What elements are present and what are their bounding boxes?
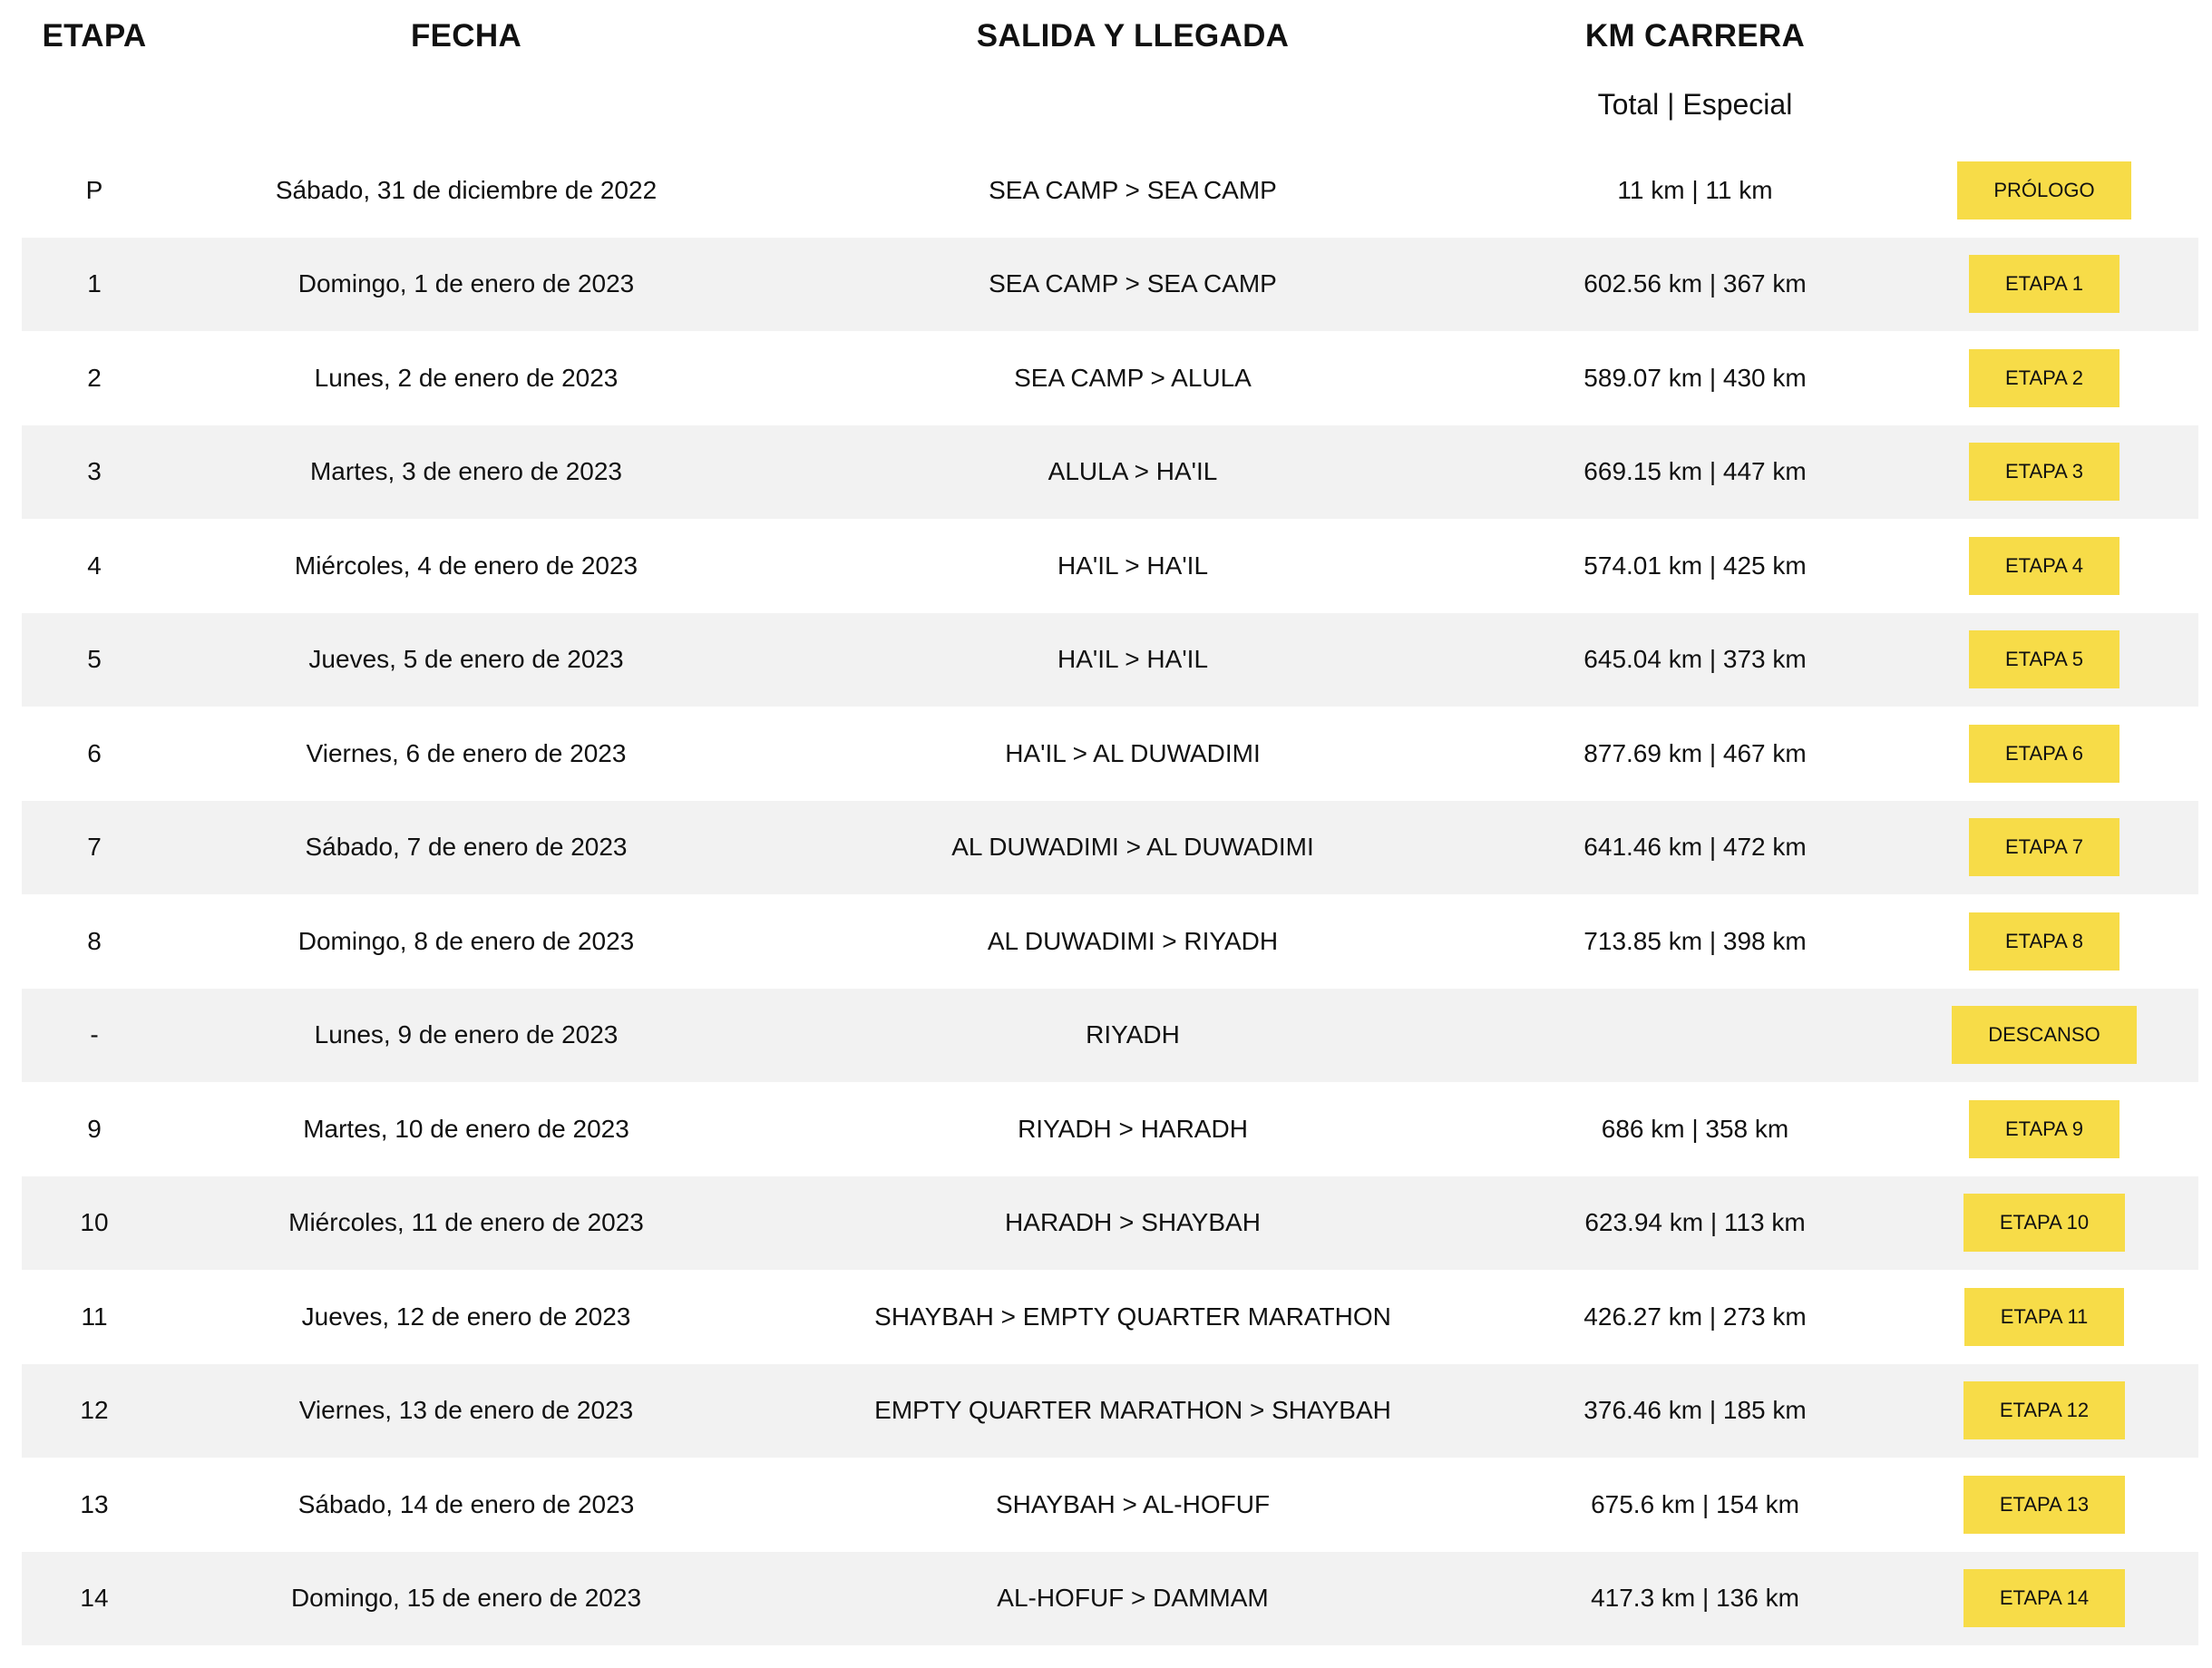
cell-fecha: Domingo, 15 de enero de 2023 [290, 1584, 642, 1613]
table-row [22, 989, 2198, 1083]
stage-button[interactable]: ETAPA 6 [1969, 725, 2119, 783]
table-body [22, 143, 2198, 1645]
table-row [22, 707, 2198, 801]
cell-etapa: - [90, 1020, 99, 1049]
table-row [22, 331, 2198, 425]
cell-salida-llegada: ALULA > HA'IL [1048, 457, 1218, 486]
cell-etapa: 9 [87, 1114, 102, 1143]
cell-etapa: 11 [81, 1302, 108, 1331]
cell-salida-llegada: AL-HOFUF > DAMMAM [997, 1584, 1269, 1613]
cell-fecha: Lunes, 9 de enero de 2023 [314, 1020, 619, 1049]
stage-button[interactable]: DESCANSO [1952, 1006, 2136, 1064]
cell-salida-llegada: AL DUWADIMI > RIYADH [987, 926, 1279, 955]
stage-button[interactable]: ETAPA 9 [1969, 1100, 2119, 1158]
cell-fecha: Viernes, 6 de enero de 2023 [306, 738, 627, 767]
cell-etapa: 2 [87, 363, 102, 392]
stage-button[interactable]: ETAPA 3 [1969, 443, 2119, 501]
stage-button[interactable]: PRÓLOGO [1957, 161, 2130, 219]
cell-etapa: 12 [80, 1396, 109, 1425]
cell-salida-llegada: SHAYBAH > EMPTY QUARTER MARATHON [874, 1302, 1391, 1331]
table-row [22, 801, 2198, 895]
cell-fecha: Jueves, 12 de enero de 2023 [301, 1302, 631, 1331]
stage-button[interactable]: ETAPA 2 [1969, 349, 2119, 407]
cell-fecha: Sábado, 31 de diciembre de 2022 [275, 175, 658, 204]
cell-salida-llegada: SEA CAMP > SEA CAMP [989, 175, 1277, 204]
cell-etapa: 10 [80, 1208, 109, 1237]
cell-etapa: 6 [87, 738, 102, 767]
header-km-carrera: KM CARRERA [1584, 18, 1806, 54]
cell-salida-llegada: HA'IL > HA'IL [1057, 645, 1209, 674]
cell-km: 669.15 km | 447 km [1583, 457, 1807, 486]
stage-button[interactable]: ETAPA 1 [1969, 255, 2119, 313]
cell-etapa: 14 [80, 1584, 109, 1613]
cell-fecha: Martes, 3 de enero de 2023 [309, 457, 622, 486]
stage-button[interactable]: ETAPA 11 [1964, 1288, 2125, 1346]
cell-salida-llegada: EMPTY QUARTER MARATHON > SHAYBAH [874, 1396, 1391, 1425]
table-row [22, 1082, 2198, 1176]
cell-fecha: Jueves, 5 de enero de 2023 [308, 645, 624, 674]
cell-fecha: Martes, 10 de enero de 2023 [303, 1114, 629, 1143]
cell-etapa: 4 [87, 551, 102, 580]
stage-button[interactable]: ETAPA 14 [1964, 1569, 2125, 1627]
cell-etapa: 7 [87, 833, 102, 862]
cell-salida-llegada: RIYADH > HARADH [1018, 1114, 1248, 1143]
cell-salida-llegada: SEA CAMP > SEA CAMP [989, 269, 1277, 298]
cell-km: 589.07 km | 430 km [1583, 363, 1807, 392]
table-row [22, 1552, 2198, 1646]
cell-km: 645.04 km | 373 km [1583, 645, 1807, 674]
header-km-subtitle: Total | Especial [1597, 87, 1793, 121]
cell-km: 713.85 km | 398 km [1583, 926, 1807, 955]
table-row [22, 1458, 2198, 1552]
cell-km: 602.56 km | 367 km [1583, 269, 1807, 298]
cell-fecha: Miércoles, 11 de enero de 2023 [288, 1208, 644, 1237]
table-row [22, 1176, 2198, 1271]
cell-km: 376.46 km | 185 km [1583, 1396, 1807, 1425]
table-subheader [22, 73, 2198, 136]
cell-salida-llegada: HA'IL > AL DUWADIMI [1005, 738, 1261, 767]
header-salida-llegada: SALIDA Y LLEGADA [976, 18, 1290, 54]
table-row [22, 1364, 2198, 1458]
cell-fecha: Domingo, 8 de enero de 2023 [297, 926, 635, 955]
cell-km: 417.3 km | 136 km [1591, 1584, 1799, 1613]
cell-km: 426.27 km | 273 km [1583, 1302, 1807, 1331]
cell-km: 877.69 km | 467 km [1583, 738, 1807, 767]
stage-button[interactable]: ETAPA 7 [1969, 818, 2119, 876]
header-etapa: ETAPA [42, 18, 147, 54]
stage-button[interactable]: ETAPA 4 [1969, 537, 2119, 595]
stage-button[interactable]: ETAPA 13 [1964, 1476, 2125, 1534]
cell-fecha: Domingo, 1 de enero de 2023 [297, 269, 635, 298]
cell-salida-llegada: AL DUWADIMI > AL DUWADIMI [951, 833, 1314, 862]
table-row [22, 1270, 2198, 1364]
cell-km: 686 km | 358 km [1601, 1114, 1789, 1143]
cell-etapa: 3 [87, 457, 102, 486]
cell-km: 574.01 km | 425 km [1583, 551, 1807, 580]
table-row [22, 519, 2198, 613]
cell-km: 675.6 km | 154 km [1591, 1489, 1799, 1518]
cell-fecha: Lunes, 2 de enero de 2023 [314, 363, 619, 392]
table-row [22, 894, 2198, 989]
cell-salida-llegada: SHAYBAH > AL-HOFUF [995, 1489, 1271, 1518]
stage-button[interactable]: ETAPA 5 [1969, 630, 2119, 688]
stage-button[interactable]: ETAPA 12 [1964, 1381, 2125, 1439]
cell-fecha: Viernes, 13 de enero de 2023 [298, 1396, 634, 1425]
cell-km: 623.94 km | 113 km [1584, 1208, 1806, 1237]
table-row [22, 613, 2198, 707]
cell-km: 11 km | 11 km [1617, 175, 1773, 204]
table-row [22, 238, 2198, 332]
cell-etapa: 8 [87, 926, 102, 955]
cell-etapa: P [85, 175, 103, 204]
cell-fecha: Sábado, 14 de enero de 2023 [297, 1489, 635, 1518]
cell-salida-llegada: HA'IL > HA'IL [1057, 551, 1209, 580]
cell-salida-llegada: HARADH > SHAYBAH [1005, 1208, 1261, 1237]
cell-fecha: Miércoles, 4 de enero de 2023 [294, 551, 638, 580]
cell-fecha: Sábado, 7 de enero de 2023 [305, 833, 628, 862]
table-row [22, 143, 2198, 238]
header-fecha: FECHA [410, 18, 522, 54]
cell-etapa: 13 [80, 1489, 109, 1518]
cell-etapa: 5 [87, 645, 102, 674]
cell-km: 641.46 km | 472 km [1583, 833, 1807, 862]
cell-salida-llegada: SEA CAMP > ALULA [1014, 363, 1252, 392]
cell-etapa: 1 [87, 269, 102, 298]
table-row [22, 425, 2198, 520]
stage-button[interactable]: ETAPA 8 [1969, 912, 2119, 971]
table-header [22, 0, 2198, 73]
cell-salida-llegada: RIYADH [1086, 1020, 1180, 1049]
stage-button[interactable]: ETAPA 10 [1964, 1194, 2125, 1252]
